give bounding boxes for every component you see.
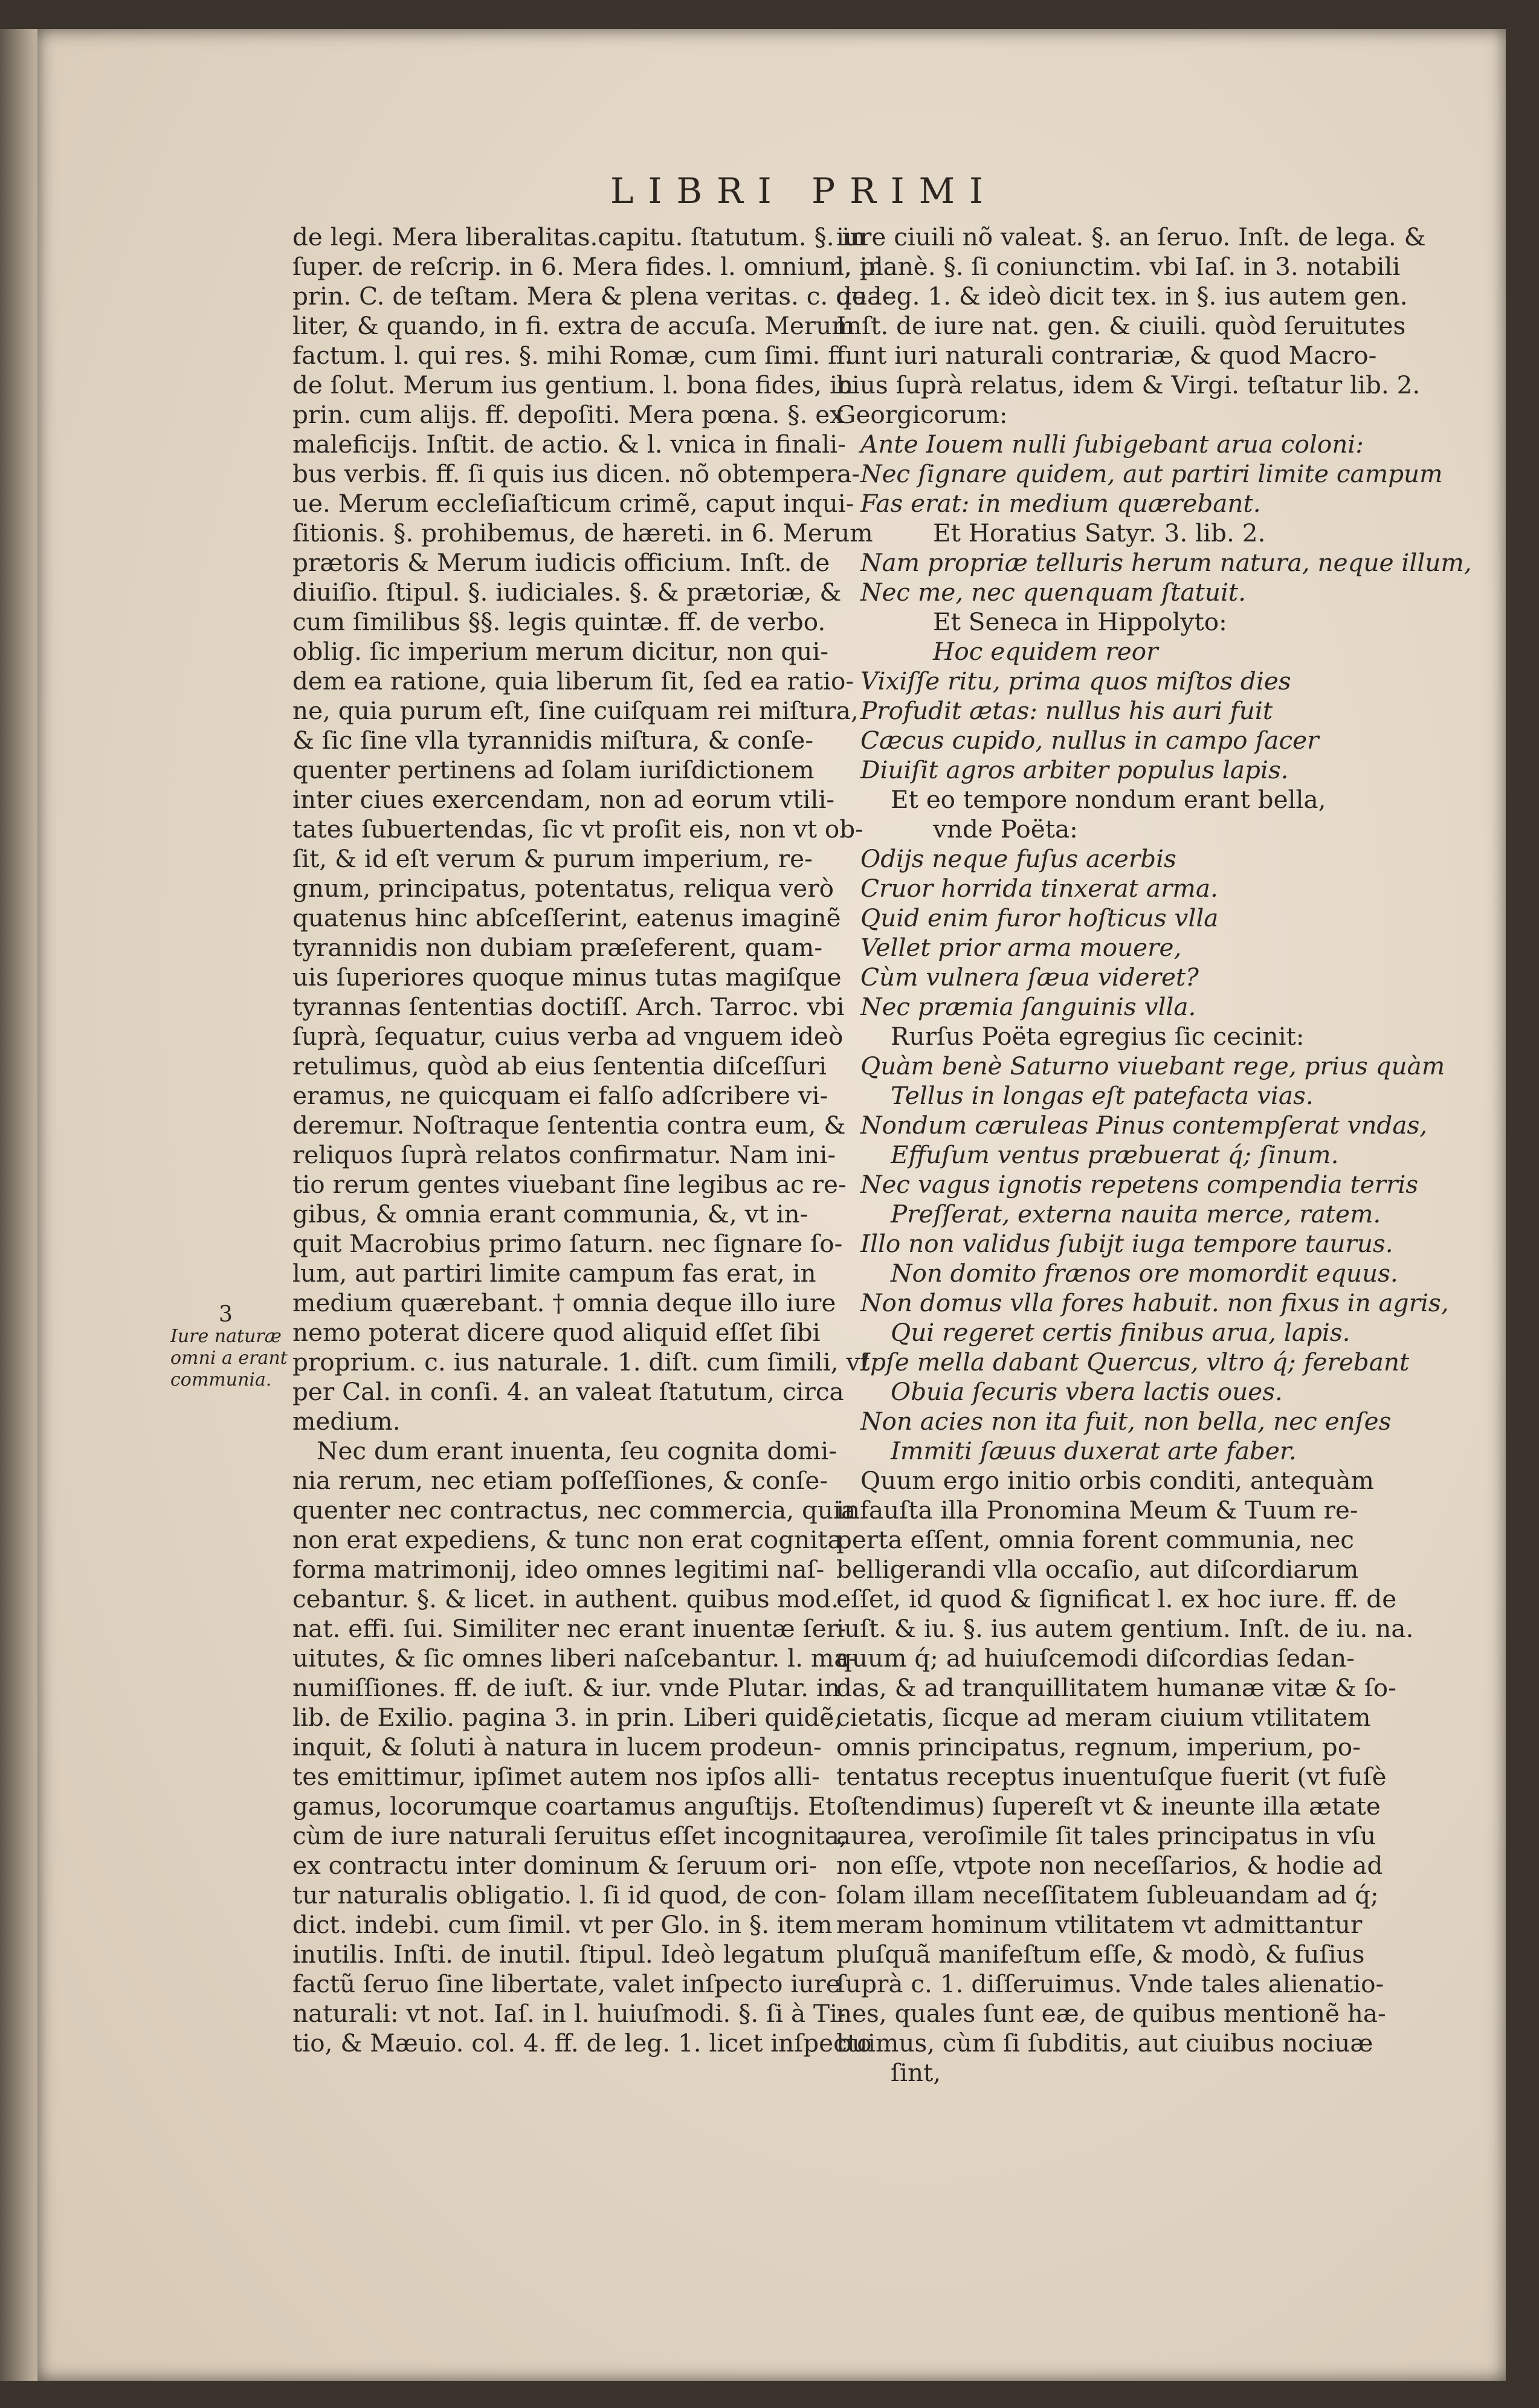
text-line: tes emittimur, ipſimet autem nos ipſos alli-: [292, 1762, 820, 1791]
text-line: Rurſus Poëta egregius ſic cecinit:: [891, 1022, 1305, 1051]
running-header: LIBRI PRIMI: [610, 170, 998, 211]
text-line: Nec ſignare quidem, aut partiri limite campum: [860, 459, 1443, 488]
text-line: Vellet prior arma mouere,: [860, 933, 1182, 962]
text-line: infauſta illa Pronomina Meum & Tuum re-: [836, 1496, 1358, 1525]
text-line: Cùm vulnera ſæua videret?: [860, 963, 1199, 992]
text-line: tentatus receptus inuentuſque fuerit (vt fuſè: [836, 1762, 1387, 1791]
text-line: gnum, principatus, potentatus, reliqua verò: [292, 874, 834, 903]
text-line: Nec me, nec quenquam ſtatuit.: [860, 578, 1247, 607]
text-line: Non domito frænos ore momordit equus.: [891, 1259, 1398, 1288]
text-line: naturali: vt not. Iaſ. in l. huiuſmodi. §. ſi à Ti-: [292, 1999, 846, 2028]
text-line: Quàm benè Saturno viuebant rege, prius quàm: [860, 1051, 1445, 1080]
text-line: Nec vagus ignotis repetens compendia terris: [860, 1170, 1419, 1199]
text-line: inquit, & ſoluti à natura in lucem prodeun-: [292, 1732, 822, 1761]
text-line: ſolam illam neceſſitatem ſubleuandam ad q́;: [836, 1880, 1379, 1909]
right-text-column: [836, 222, 1472, 2088]
text-line: ne, quia purum eſt, ſine cuiſquam rei miſtura,: [292, 696, 859, 725]
text-line: prætoris & Merum iudicis officium. Inſt. de: [292, 548, 830, 577]
text-line: Nec dum erant inuenta, ſeu cognita domi-: [317, 1436, 837, 1465]
margin-note: [170, 1304, 288, 1391]
text-line: tur naturalis obligatio. l. ſi id quod, de con-: [292, 1880, 827, 1909]
text-line: non eſſe, vtpote non neceſſarios, & hodie ad: [836, 1851, 1383, 1880]
text-line: lib. de Exilio. pagina 3. in prin. Liberi quidẽ,: [292, 1703, 842, 1732]
text-line: l. planè. §. ſi coniunctim. vbi Iaſ. in 3. notabili: [836, 252, 1401, 281]
left-text-column: [292, 222, 890, 2058]
text-line: ſuper. de reſcrip. in 6. Mera fides. l. omnium, in: [292, 252, 883, 281]
text-line: Ipſe mella dabant Quercus, vltro q́; ferebant: [860, 1348, 1410, 1377]
text-line: prin. C. de teſtam. Mera & plena veritas. c. qua-: [292, 282, 891, 311]
text-line: medium.: [292, 1407, 401, 1436]
text-line: ſunt iuri naturali contrariæ, & quod Macro-: [836, 341, 1377, 370]
text-line: de legi. Mera liberalitas.capitu. ſtatutum. §. in: [292, 222, 866, 251]
text-line: Odijs neque fuſus acerbis: [860, 844, 1176, 873]
text-line: Nec præmia ſanguinis vlla.: [860, 992, 1196, 1021]
text-line: inter ciues exercendam, non ad eorum vtili-: [292, 785, 835, 814]
text-line: Preſſerat, externa nauita merce, ratem.: [891, 1199, 1381, 1228]
text-line: dict. indebi. cum ſimil. vt per Glo. in §. item: [292, 1910, 833, 1939]
text-line: quit Macrobius primo ſaturn. nec ſignare ſo-: [292, 1229, 843, 1258]
text-line: quenter nec contractus, nec commercia, quia: [292, 1496, 856, 1525]
text-line: ſit, & id eſt verum & purum imperium, re-: [292, 844, 813, 873]
text-line: Hoc equidem reor: [933, 637, 1158, 666]
text-line: Illo non validus ſubijt iuga tempore taurus.: [860, 1229, 1393, 1258]
text-line: Tellus in longas eſt patefacta vias.: [891, 1081, 1314, 1110]
text-line: gibus, & omnia erant communia, &, vt in-: [292, 1199, 808, 1228]
text-line: & ſic ſine vlla tyrannidis miſtura, & conſe-: [292, 726, 814, 755]
text-line: bius ſuprà relatus, idem & Virgi. teſtatur lib. 2.: [836, 370, 1421, 399]
text-line: quatenus hinc abſceſſerint, eatenus imaginẽ: [292, 903, 841, 932]
text-line: Quid enim furor hoſticus vlla: [860, 903, 1219, 932]
margin-note-line: Iure naturæ: [170, 1326, 282, 1347]
text-line: Immiti ſæuus duxerat arte faber.: [891, 1436, 1297, 1465]
text-line: ſint,: [891, 2058, 941, 2087]
text-line: eſſet, id quod & ſignificat l. ex hoc iure. ff. de: [836, 1584, 1397, 1613]
text-line: Et eo tempore nondum erant bella,: [891, 785, 1326, 814]
margin-note-number: 3: [219, 1302, 233, 1327]
text-line: Cæcus cupido, nullus in campo ſacer: [860, 726, 1319, 755]
text-line: Profudit ætas: nullus his auri fuit: [860, 696, 1273, 725]
text-line: iure ciuili nõ valeat. §. an ſeruo. Inſt. de lega. &: [836, 222, 1426, 251]
text-line: Nondum cæruleas Pinus contempſerat vndas,: [860, 1111, 1428, 1140]
text-line: Effuſum ventus præbuerat q́; ſinum.: [891, 1140, 1339, 1169]
text-line: nat. effi. ſui. Similiter nec erant inuentæ ſer-: [292, 1614, 847, 1643]
text-line: ſuprà, ſequatur, cuius verba ad vnguem ideò: [292, 1022, 844, 1051]
text-line: numiſſiones. ff. de iuſt. & iur. vnde Plutar. in: [292, 1673, 840, 1702]
text-line: Obuia ſecuris vbera lactis oues.: [891, 1377, 1283, 1406]
text-line: bus verbis. ff. ſi quis ius dicen. nõ obtempera-: [292, 459, 860, 488]
text-line: aurea, veroſimile ſit tales principatus in vſu: [836, 1821, 1376, 1850]
text-line: oſtendimus) ſupereſt vt & ineunte illa ætate: [836, 1792, 1381, 1821]
text-line: perta eſſent, omnia forent communia, nec: [836, 1525, 1354, 1554]
text-line: Georgicorum:: [836, 400, 1008, 429]
text-line: ue. Merum eccleſiaſticum crimẽ, caput inqui-: [292, 489, 854, 518]
text-line: maleficijs. Inſtit. de actio. & l. vnica in finali-: [292, 430, 846, 459]
text-line: Qui regeret certis finibus arua, lapis.: [891, 1318, 1350, 1347]
text-line: tio, & Mæuio. col. 4. ff. de leg. 1. licet inſpecto: [292, 2029, 872, 2058]
text-line: ex contractu inter dominum & ſeruum ori-: [292, 1851, 818, 1880]
text-line: buimus, cùm ſi ſubditis, aut ciuibus nociuæ: [836, 2029, 1373, 2058]
text-line: belligerandi vlla occaſio, aut diſcordiarum: [836, 1555, 1359, 1584]
text-line: prin. cum alijs. ff. depoſiti. Mera pœna. §. ex: [292, 400, 844, 429]
text-line: oblig. ſic imperium merum dicitur, non qui-: [292, 637, 829, 666]
text-line: Non acies non ita fuit, non bella, nec enſes: [860, 1407, 1392, 1436]
text-line: Quum ergo initio orbis conditi, antequàm: [860, 1466, 1374, 1495]
text-line: quum q́; ad huiuſcemodi diſcordias ſedan-: [836, 1644, 1355, 1673]
text-line: vnde Poëta:: [933, 815, 1078, 844]
text-line: cietatis, ſicque ad meram ciuium vtilitatem: [836, 1703, 1371, 1732]
text-line: pluſquã manifeſtum eſſe, & modò, & fuſius: [836, 1940, 1365, 1969]
text-line: Ante Iouem nulli ſubigebant arua coloni:: [860, 430, 1364, 459]
text-line: nemo poterat dicere quod aliquid eſſet ſibi: [292, 1318, 821, 1347]
text-line: gamus, locorumque coartamus anguſtijs. Et: [292, 1792, 836, 1821]
text-line: nes, quales ſunt eæ, de quibus mentionẽ ha-: [836, 1999, 1386, 2028]
text-line: de ſolut. Merum ius gentium. l. bona fides, in: [292, 370, 854, 399]
text-line: per Cal. in conſi. 4. an valeat ſtatutum, circa: [292, 1377, 844, 1406]
text-line: tio rerum gentes viuebant ſine legibus ac re-: [292, 1170, 847, 1199]
text-line: iuſt. & iu. §. ius autem gentium. Inſt. de iu. na.: [836, 1614, 1414, 1643]
text-line: meram hominum vtilitatem vt admittantur: [836, 1910, 1363, 1939]
text-line: de leg. 1. & ideò dicit tex. in §. ius autem gen.: [836, 282, 1408, 311]
text-line: nia rerum, nec etiam poſſeſſiones, & conſe-: [292, 1466, 828, 1495]
text-line: Inſt. de iure nat. gen. & ciuili. quòd ſeruitutes: [836, 311, 1406, 340]
text-line: lum, aut partiri limite campum fas erat, in: [292, 1259, 816, 1288]
text-line: Cruor horrida tinxerat arma.: [860, 874, 1218, 903]
text-line: eramus, ne quicquam ei falſo adſcribere vi-: [292, 1081, 828, 1110]
text-line: non erat expediens, & tunc non erat cognita: [292, 1525, 842, 1554]
text-line: liter, & quando, in fi. extra de accuſa. Merum: [292, 311, 855, 340]
text-line: cum ſimilibus §§. legis quintæ. ff. de verbo.: [292, 607, 826, 636]
text-line: ſitionis. §. prohibemus, de hæreti. in 6. Merum: [292, 518, 873, 547]
text-line: tyrannidis non dubiam præſeferent, quam-: [292, 933, 822, 962]
text-line: deremur. Noſtraque ſententia contra eum, &: [292, 1111, 846, 1140]
text-line: retulimus, quòd ab eius ſententia diſceſſuri: [292, 1051, 827, 1080]
text-line: Et Seneca in Hippolyto:: [933, 607, 1227, 636]
text-line: uis ſuperiores quoque minus tutas magiſque: [292, 963, 842, 992]
text-line: uitutes, & ſic omnes liberi naſcebantur. l. ma-: [292, 1644, 857, 1673]
text-line: tates ſubuertendas, ſic vt proſit eis, non vt ob-: [292, 815, 863, 844]
margin-note-line: communia.: [170, 1369, 272, 1390]
text-line: ſuprà c. 1. diſſeruimus. Vnde tales alienatio-: [836, 1969, 1384, 1998]
text-line: reliquos ſuprà relatos confirmatur. Nam ini-: [292, 1140, 836, 1169]
text-line: proprium. c. ius naturale. 1. diſt. cum ſimili, vt: [292, 1348, 870, 1377]
text-line: Nam propriæ telluris herum natura, neque illum,: [860, 548, 1472, 577]
text-line: Diuiſit agros arbiter populus lapis.: [860, 755, 1289, 784]
text-line: Vixiſſe ritu, prima quos miſtos dies: [860, 667, 1291, 696]
text-line: dem ea ratione, quia liberum ſit, ſed ea ratio-: [292, 667, 854, 696]
text-line: diuiſio. ſtipul. §. iudiciales. §. & prætoriæ, &: [292, 578, 842, 607]
text-line: factũ ſeruo ſine libertate, valet inſpecto iure: [292, 1969, 840, 1998]
text-line: Non domus vlla fores habuit. non fixus in agris,: [860, 1288, 1449, 1317]
text-line: Fas erat: in medium quærebant.: [860, 489, 1261, 518]
text-line: factum. l. qui res. §. mihi Romæ, cum ſimi. ff.: [292, 341, 853, 370]
margin-note-line: omni a erant: [170, 1348, 288, 1369]
text-line: das, & ad tranquillitatem humanæ vitæ & ſo-: [836, 1673, 1396, 1702]
text-line: cùm de iure naturali ſeruitus eſſet incognita,: [292, 1821, 847, 1850]
text-line: omnis principatus, regnum, imperium, po-: [836, 1732, 1361, 1761]
text-line: medium quærebant. † omnia deque illo iure: [292, 1288, 836, 1317]
text-line: quenter pertinens ad ſolam iuriſdictionem: [292, 755, 815, 784]
text-line: forma matrimonij, ideo omnes legitimi naſ-: [292, 1555, 825, 1584]
text-line: Et Horatius Satyr. 3. lib. 2.: [933, 518, 1266, 547]
text-line: inutilis. Inſti. de inutil. ſtipul. Ideò legatum: [292, 1940, 825, 1969]
text-line: cebantur. §. & licet. in authent. quibus mod.: [292, 1584, 839, 1613]
text-line: tyrannas ſententias doctiſſ. Arch. Tarroc. vbi: [292, 992, 845, 1021]
